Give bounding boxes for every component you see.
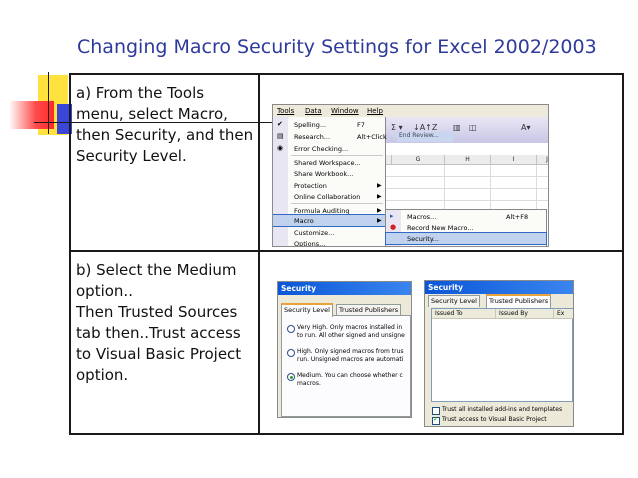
sum-icon[interactable]: Σ ▾ [391, 123, 403, 132]
submenu-arrow-icon: ▶ [377, 217, 382, 224]
tab-security-level[interactable]: Security Level [281, 303, 333, 317]
play-icon: ▸ [390, 212, 394, 220]
radio-button-selected[interactable] [287, 373, 295, 381]
trusted-publishers-dialog-screenshot: Security Security Level Trusted Publishers Issued To Issued By Ex Trust all installed add-ins and templates ✓ Trust access to Visual Basic Project [424, 280, 574, 427]
instruction-text-a [70, 74, 259, 251]
slide-title: Changing Macro Security Settings for Excel 2002/2003 [77, 36, 597, 58]
submenu-arrow-icon: ▶ [377, 182, 382, 189]
menu-tools[interactable]: Tools [277, 107, 295, 115]
menu-item-error-checking[interactable]: ◉ Error Checking... [277, 144, 349, 153]
zoom-icon[interactable]: ◫ [469, 123, 477, 132]
font-color-icon[interactable]: A▾ [521, 123, 531, 132]
submenu-arrow-icon: ▶ [377, 207, 382, 214]
menu-item-share-workbook[interactable]: Share Workbook... [294, 170, 354, 178]
tools-menu [273, 117, 386, 247]
grid-line [361, 188, 548, 189]
menu-data[interactable]: Data [305, 107, 322, 115]
dialog-title: Security [278, 282, 412, 295]
menu-item-security[interactable]: Security... [386, 233, 546, 244]
menu-item-record-new-macro[interactable]: ● Record New Macro... [390, 223, 474, 232]
spelling-icon: ✔ [277, 120, 283, 128]
end-review-button[interactable]: End Review... [397, 132, 453, 142]
column-header[interactable]: J [537, 155, 549, 165]
record-icon: ● [390, 223, 397, 231]
sort-icon[interactable]: ↓A↑Z [413, 123, 438, 132]
decorative-vertical-line [48, 72, 49, 134]
dialog-title: Security [425, 281, 574, 294]
chart-icon[interactable]: ▥ [453, 123, 461, 132]
menu-window[interactable]: Window [331, 107, 359, 115]
security-level-dialog-screenshot [277, 281, 412, 418]
menu-item-shared-workspace[interactable]: Shared Workspace... [294, 159, 361, 167]
column-header-issued-to[interactable]: Issued To [432, 309, 496, 319]
grid-line [361, 176, 548, 177]
column-header[interactable]: I [491, 155, 537, 165]
tab-trusted-publishers[interactable]: Trusted Publishers [336, 304, 401, 316]
menu-item-spelling[interactable]: ✔ Spelling... F7 [277, 120, 365, 129]
toolbar [361, 117, 548, 143]
menu-item-macro[interactable]: Macro ▶ [273, 215, 385, 226]
instruction-line: Then Trusted Sources tab then..Trust access to Visual Basic Project option. [76, 303, 242, 384]
error-check-icon: ◉ [277, 144, 284, 152]
radio-button[interactable] [287, 349, 295, 357]
checkbox-checked[interactable] [432, 417, 440, 425]
instruction-line: a) From the Tools menu, select Macro, then Security, and then Security Level. [76, 84, 254, 165]
menu-item-online-collaboration[interactable]: Online Collaboration ▶ [294, 193, 382, 201]
macro-submenu [385, 209, 547, 247]
column-header[interactable]: H [445, 155, 491, 165]
grid-line [361, 200, 548, 201]
menu-help[interactable]: Help [367, 107, 383, 115]
publishers-list[interactable] [431, 308, 573, 402]
column-header-issued-by[interactable]: Issued By [496, 309, 554, 319]
menu-item-macros[interactable]: ▸ Macros... Alt+F8 [390, 212, 529, 221]
instruction-line: b) Select the Medium option.. [76, 261, 237, 300]
menu-item-options[interactable]: Options... [294, 240, 326, 247]
instruction-text-b [70, 251, 259, 434]
column-header-expiration[interactable]: Ex [554, 309, 574, 319]
tab-panel: Very High. Only macros installed in to run. All other signed and unsigne High. Only signed macros from trus run. Unsigned macros are automati Medium. You can choose whether c macros. [281, 315, 411, 417]
menu-item-formula-auditing[interactable]: Formula Auditing ▶ [294, 207, 382, 215]
menu-separator [291, 155, 383, 156]
tab-security-level[interactable]: Security Level [428, 295, 480, 307]
menu-item-protection[interactable]: Protection ▶ [294, 182, 382, 190]
menu-item-customize[interactable]: Customize... [294, 229, 335, 237]
excel-tools-menu-screenshot [272, 104, 549, 247]
checkbox[interactable] [432, 407, 440, 415]
research-icon: ▤ [277, 132, 284, 140]
menu-separator [291, 203, 383, 204]
tab-trusted-publishers[interactable]: Trusted Publishers [486, 294, 551, 308]
column-header[interactable]: G [392, 155, 445, 165]
submenu-arrow-icon: ▶ [377, 193, 382, 200]
menu-item-research[interactable]: ▤ Research... Alt+Click [277, 132, 387, 141]
radio-button[interactable] [287, 325, 295, 333]
